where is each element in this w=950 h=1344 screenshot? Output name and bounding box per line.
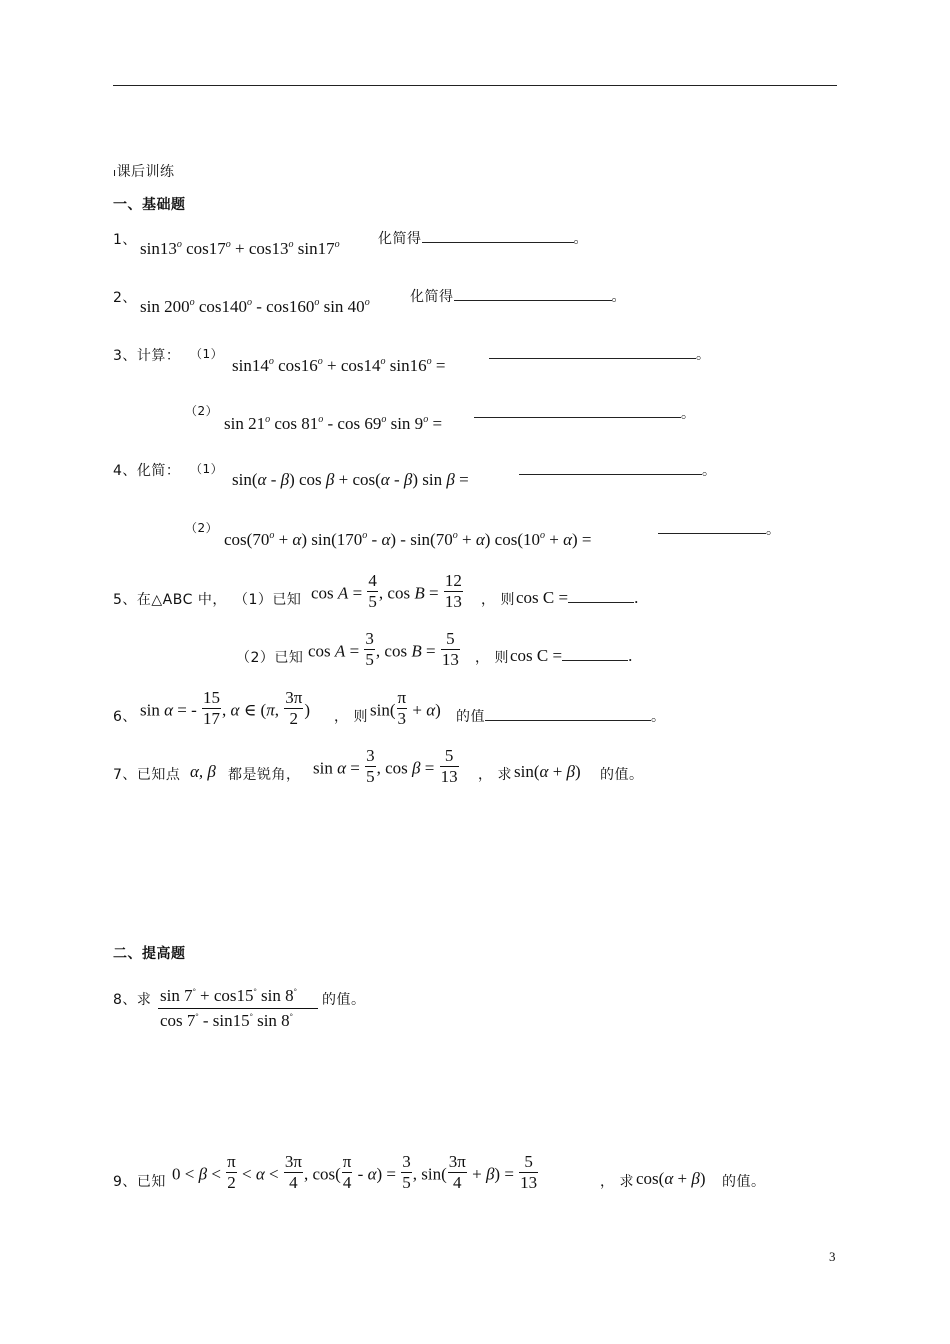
q8-tail: 的值。 [322, 992, 366, 1008]
q8-numerator: sin 7° + cos15° sin 8° [158, 986, 318, 1009]
q7-ask: ， 求 [478, 767, 512, 783]
q5-part2-label: （2）已知 [236, 650, 304, 666]
q4-part2-answer: 。 [658, 519, 781, 539]
q6-target: sin( $\frac{\pi}{3}$ + α) [370, 688, 441, 728]
q4-part2-expression: $\cos(70^o + \alpha)$ $\sin(170^o - \alpha) - \sin(70^o + \alpha) \cos(10^o + \alpha)$ = [224, 530, 592, 549]
q9-frac5: $\frac{3\pi}{4}$ [448, 1152, 466, 1192]
q4-part1-blank[interactable] [519, 460, 702, 475]
q9-number: 9、已知 [113, 1174, 166, 1190]
q5-part1-cosC: cos C = . [516, 588, 639, 607]
q5-part1-label: （1）已知 [234, 592, 302, 608]
q3-part2-expression: sin 21$^o$ cos 81$^o$ - cos 69$^o$ $\sin 9^o$ = [224, 414, 443, 433]
q8-number: 8、求 [113, 992, 152, 1008]
q9-frac6: $\frac{5}{13}$ [520, 1152, 538, 1192]
q7-sin-fraction: $\frac{3}{5}$ [366, 746, 375, 786]
q5-number: 5、在△ABC 中， [113, 592, 227, 608]
q7-number: 7、已知点 [113, 767, 181, 783]
q2-number: 2、 [113, 290, 137, 306]
q5-part1-expression: cos A = $\frac{4}{5}$ , cos B = $\frac{12}{13}$ [311, 571, 462, 611]
q3-part2-blank[interactable] [474, 403, 681, 418]
q5-part2-cosC: cos C = . [510, 646, 633, 665]
section-title: ı课后训练 [113, 164, 175, 180]
q1-blank[interactable] [422, 228, 574, 243]
q9-target: cos(α + β) [636, 1169, 706, 1188]
q9-frac2: $\frac{3\pi}{4}$ [284, 1152, 302, 1192]
q4-number: 4、化简： [113, 463, 181, 479]
q5-p2-cosA-fraction: $\frac{3}{5}$ [365, 629, 374, 669]
q5-p1-cosA-fraction: $\frac{4}{5}$ [368, 571, 377, 611]
q9-tail: 的值。 [722, 1174, 766, 1190]
q9-expression: 0 < β < $\frac{\pi}{2}$ < α < $\frac{3\pi}{4}$ , cos( $\frac{\pi}{4}$ - α) = $\frac{3}{5}$ , sin( $\frac{3\pi}{4}$ + β) = $\frac{5}{13}$ [172, 1152, 538, 1192]
q5-part2-expression: cos A = $\frac{3}{5}$ , cos B = $\frac{5}{13}$ [308, 629, 459, 669]
basic-heading: 一、基础题 [113, 197, 186, 213]
page-number: 3 [829, 1249, 836, 1264]
q3-part1-blank[interactable] [489, 344, 696, 359]
q6-sin-fraction: $\frac{15}{17}$ [203, 688, 221, 728]
q2-expression: sin 200$^o$ cos140$^o$ - cos160$^o$ sin 40$^o$ [140, 297, 370, 316]
q7-mid: 都是锐角， [228, 767, 301, 783]
q3-number: 3、计算： [113, 348, 181, 364]
q3-part2-label: （2） [185, 404, 219, 418]
q4-part1-answer: 。 [519, 460, 717, 480]
q5-p2-cosB-fraction: $\frac{5}{13}$ [441, 629, 459, 669]
advanced-heading: 二、提高题 [113, 946, 186, 962]
q7-tail: 的值。 [600, 767, 644, 783]
q7-cos-fraction: $\frac{5}{13}$ [440, 746, 458, 786]
q5-p1-cosB-fraction: $\frac{12}{13}$ [444, 571, 462, 611]
q6-range-fraction: $\frac{3\pi}{2}$ [285, 688, 303, 728]
q7-target: sin(α + β) [514, 762, 581, 781]
q4-part1-expression: sin(α - β) cos β + cos(α - β) sin β = [232, 470, 469, 489]
q9-ask: ， 求 [600, 1174, 634, 1190]
q1-number: 1、 [113, 232, 137, 248]
q2-blank[interactable] [454, 286, 612, 301]
q5-part1-then: ， 则 [481, 592, 515, 608]
q8-fraction [158, 986, 318, 1031]
q8-denominator: cos 7° - sin15° sin 8° [160, 1011, 293, 1030]
q3-part1-label: （1） [190, 347, 224, 361]
q9-frac3: $\frac{\pi}{4}$ [342, 1152, 352, 1192]
q2-answer: 化简得 。 [410, 286, 626, 306]
q3-part1-expression: sin14$^o$ $\cos 16^o + \cos 14^o$ $\sin 16^o$ = [232, 356, 446, 375]
q9-frac1: $\frac{\pi}{2}$ [227, 1152, 236, 1192]
q9-frac4: $\frac{3}{5}$ [402, 1152, 411, 1192]
q6-number: 6、 [113, 709, 137, 725]
q1-expression: sin13$^o$ $\cos 17^o + \cos 13^o$ sin17$^o$ [140, 239, 340, 258]
q4-part2-label: （2） [185, 521, 219, 535]
q6-blank[interactable] [485, 706, 651, 721]
q5-part1-blank[interactable] [568, 588, 634, 603]
q5-part2-then: ， 则 [475, 650, 509, 666]
q5-part2-blank[interactable] [562, 646, 628, 661]
header-rule [113, 85, 837, 86]
q7-vars: α, β [190, 762, 216, 781]
q3-part1-answer: 。 [489, 344, 711, 364]
q6-pi-fraction: $\frac{\pi}{3}$ [397, 688, 407, 728]
q4-part2-blank[interactable] [658, 519, 766, 534]
q6-answer: 的值 。 [456, 706, 666, 726]
q1-answer: 化简得 。 [378, 228, 588, 248]
q6-expression: sin α = - $\frac{15}{17}$ , α ∈ (π, $\frac{3\pi}{2}$ ) [140, 688, 311, 728]
q7-expression: sin α = $\frac{3}{5}$ , cos β = $\frac{5}{13}$ [313, 746, 458, 786]
q6-then: ， 则 [334, 709, 368, 725]
q3-part2-answer: 。 [474, 403, 696, 423]
q4-part1-label: （1） [190, 462, 224, 476]
